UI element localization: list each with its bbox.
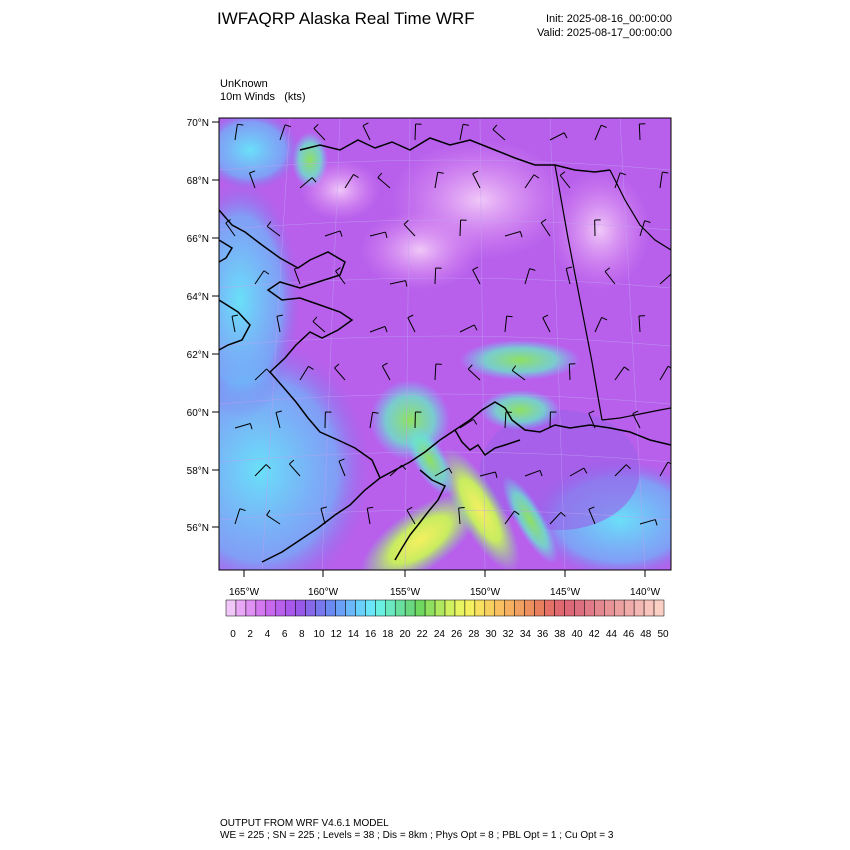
colorbar-label: 30 [485, 629, 497, 640]
lat-label: 62°N [186, 350, 209, 361]
colorbar-swatch [395, 600, 405, 616]
lat-label: 68°N [186, 176, 209, 187]
colorbar-swatch [515, 600, 525, 616]
colorbar-swatch [634, 600, 644, 616]
colorbar-swatch [505, 600, 515, 616]
colorbar-swatch [345, 600, 355, 616]
colorbar-swatch [246, 600, 256, 616]
colorbar-swatch [465, 600, 475, 616]
valid-time: Valid: 2025-08-17_00:00:00 [537, 27, 672, 39]
longitude-axis [229, 570, 661, 598]
colorbar-swatch [455, 600, 465, 616]
colorbar-swatch [385, 600, 395, 616]
colorbar-label: 48 [640, 629, 652, 640]
colorbar-label: 18 [382, 629, 394, 640]
colorbar-label: 12 [330, 629, 342, 640]
colorbar-label: 8 [299, 629, 305, 640]
colorbar-swatch [495, 600, 505, 616]
colorbar-label: 10 [313, 629, 325, 640]
colorbar-label: 22 [416, 629, 428, 640]
colorbar-swatch [545, 600, 555, 616]
lat-label: 58°N [186, 466, 209, 477]
colorbar-label: 40 [571, 629, 583, 640]
lon-label: 150°W [469, 587, 501, 598]
lat-label: 66°N [186, 234, 209, 245]
colorbar-swatch [375, 600, 385, 616]
model-footer [220, 818, 613, 842]
colorbar-swatch [256, 600, 266, 616]
colorbar-swatch [226, 600, 236, 616]
footer-line-2: WE = 225 ; SN = 225 ; Levels = 38 ; Dis = 8km ; Phys Opt = 8 ; PBL Opt = 1 ; Cu Opt = 3 [220, 830, 614, 841]
colorbar-swatch [574, 600, 584, 616]
colorbar-label: 42 [588, 629, 600, 640]
colorbar-swatch [336, 600, 346, 616]
colorbar-label: 20 [399, 629, 411, 640]
colorbar-swatch [276, 600, 286, 616]
colorbar-label: 24 [433, 629, 445, 640]
colorbar-label: 2 [247, 629, 253, 640]
lon-label: 155°W [389, 587, 421, 598]
field-units: (kts) [284, 91, 306, 103]
lon-label: 165°W [228, 587, 260, 598]
colorbar-label: 14 [347, 629, 359, 640]
colorbar-swatch [525, 600, 535, 616]
lon-label: 145°W [549, 587, 581, 598]
latitude-axis [187, 118, 219, 534]
colorbar-label: 44 [605, 629, 617, 640]
colorbar [226, 600, 669, 640]
colorbar-label: 38 [554, 629, 566, 640]
colorbar-swatch [316, 600, 326, 616]
lon-label: 140°W [629, 587, 661, 598]
colorbar-swatch [286, 600, 296, 616]
lon-label: 160°W [307, 587, 339, 598]
footer-line-1: OUTPUT FROM WRF V4.6.1 MODEL [220, 818, 389, 829]
colorbar-label: 0 [230, 629, 236, 640]
colorbar-swatch [425, 600, 435, 616]
colorbar-label: 34 [519, 629, 531, 640]
lat-label: 64°N [186, 292, 209, 303]
main-title: IWFAQRP Alaska Real Time WRF [217, 9, 475, 28]
colorbar-swatch [564, 600, 574, 616]
colorbar-swatch [355, 600, 365, 616]
colorbar-label: 28 [468, 629, 480, 640]
lat-label: 56°N [186, 523, 209, 534]
field-description: UnKnown [220, 78, 268, 90]
colorbar-swatch [654, 600, 664, 616]
colorbar-swatch [614, 600, 624, 616]
colorbar-swatch [236, 600, 246, 616]
colorbar-swatch [266, 600, 276, 616]
colorbar-swatch [296, 600, 306, 616]
colorbar-swatch [405, 600, 415, 616]
colorbar-swatch [485, 600, 495, 616]
colorbar-swatch [584, 600, 594, 616]
colorbar-label: 46 [623, 629, 635, 640]
colorbar-swatch [415, 600, 425, 616]
colorbar-label: 26 [451, 629, 463, 640]
colorbar-swatch [624, 600, 634, 616]
colorbar-swatch [644, 600, 654, 616]
colorbar-swatch [306, 600, 316, 616]
colorbar-swatch [435, 600, 445, 616]
lat-label: 70°N [186, 118, 209, 129]
colorbar-swatch [535, 600, 545, 616]
colorbar-label: 50 [657, 629, 669, 640]
colorbar-swatch [475, 600, 485, 616]
colorbar-label: 4 [264, 629, 271, 640]
init-time: Init: 2025-08-16_00:00:00 [546, 13, 672, 25]
colorbar-label: 16 [365, 629, 377, 640]
wind-speed-field [150, 110, 710, 605]
colorbar-swatch [555, 600, 565, 616]
colorbar-label: 32 [502, 629, 514, 640]
colorbar-swatch [365, 600, 375, 616]
lat-label: 60°N [186, 408, 209, 419]
colorbar-swatch [445, 600, 455, 616]
colorbar-swatch [594, 600, 604, 616]
colorbar-swatch [604, 600, 614, 616]
colorbar-label: 6 [281, 629, 288, 640]
colorbar-swatch [326, 600, 336, 616]
colorbar-label: 36 [537, 629, 549, 640]
field-variable: 10m Winds [220, 91, 276, 103]
